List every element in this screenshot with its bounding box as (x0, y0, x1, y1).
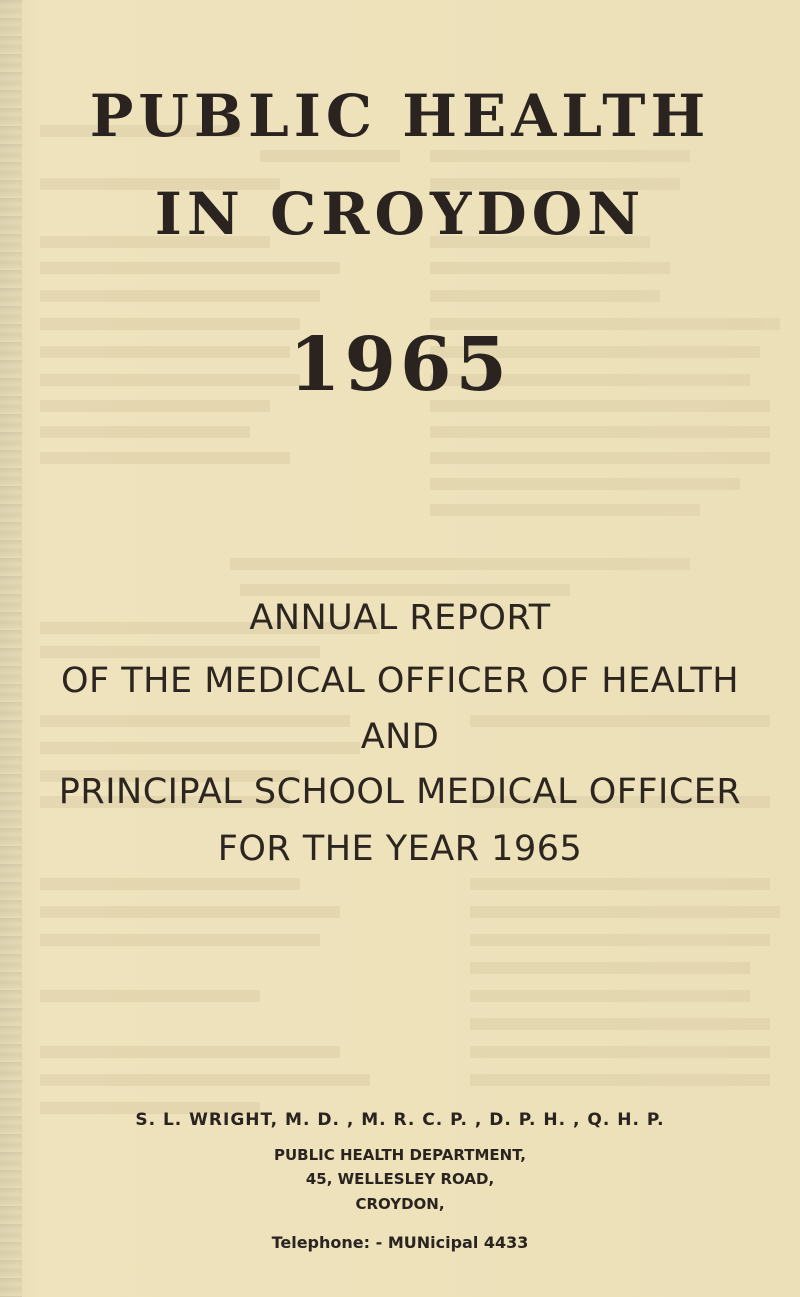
telephone: Telephone: - MUNicipal 4433 (271, 1233, 529, 1252)
annual-report-heading: ANNUAL REPORT (249, 598, 551, 638)
street-address: 45, WELLESLEY ROAD, (305, 1170, 495, 1188)
medical-officer-line: OF THE MEDICAL OFFICER OF HEALTH (60, 661, 740, 701)
year-line: FOR THE YEAR 1965 (217, 829, 583, 869)
title-line-1: PUBLIC HEALTH (89, 82, 711, 150)
title-line-2: IN CROYDON (154, 180, 646, 248)
town: CROYDON, (355, 1195, 445, 1213)
report-year: 1965 (289, 322, 511, 408)
department-name: PUBLIC HEALTH DEPARTMENT, (273, 1146, 527, 1164)
and-line: AND (360, 717, 440, 757)
school-medical-officer-line: PRINCIPAL SCHOOL MEDICAL OFFICER (58, 772, 742, 812)
author-name: S. L. WRIGHT, M. D. , M. R. C. P. , D. P. H. , Q. H. P. (135, 1110, 665, 1130)
